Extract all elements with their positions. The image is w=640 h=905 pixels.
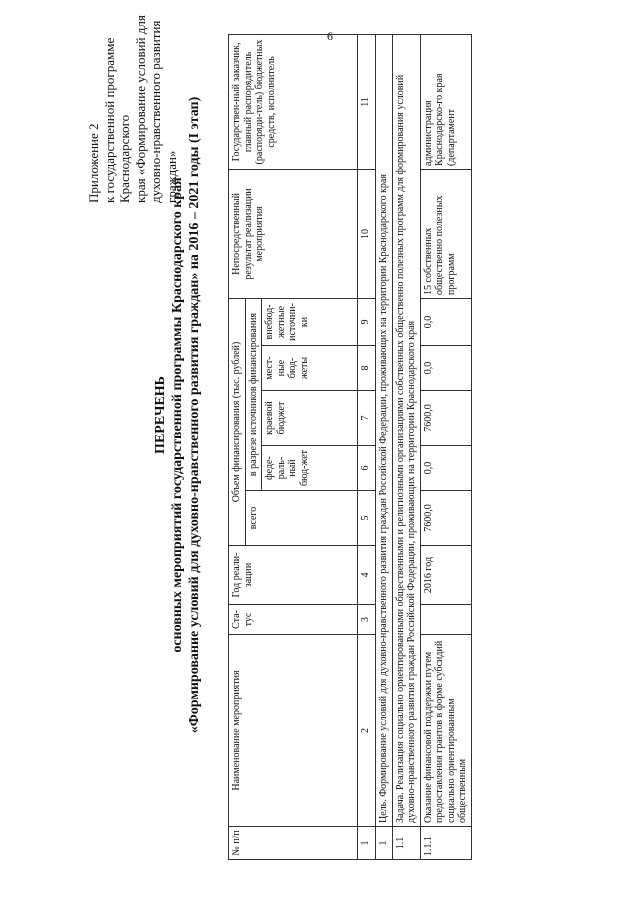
column-index: 5 bbox=[358, 491, 376, 546]
column-index: 1 bbox=[358, 827, 376, 860]
column-index: 4 bbox=[358, 546, 376, 605]
column-index: 3 bbox=[358, 605, 376, 635]
header-sources: в разрезе источников финансирования bbox=[245, 298, 262, 490]
goal-num: 1 bbox=[376, 827, 393, 860]
header-total: всего bbox=[245, 491, 358, 546]
task-row bbox=[392, 34, 420, 859]
title-subtitle: основных мероприятий государственной программы Краснодарского края bbox=[170, 177, 185, 653]
item-offbudget: 0,0 bbox=[420, 298, 471, 345]
appendix-line: духовно-нравственного развития граждан» bbox=[148, 20, 179, 203]
item-year: 2016 год bbox=[420, 546, 471, 605]
header-customer: Государствен-ный заказчик, главный распорядитель (распоряди-тель) бюджетных средств, исполнитель bbox=[229, 34, 358, 169]
page-number: 6 bbox=[327, 29, 333, 43]
item-name: Оказание финансовой поддержки путем предоставления грантов в форме субсидий социально ориентированным общественным bbox=[420, 635, 471, 827]
item-total: 7600,0 bbox=[420, 491, 471, 546]
item-row bbox=[420, 34, 471, 859]
title-program-name: «Формирование условий для духовно-нравственного развития граждан» на 2016 – 2021 годы (I этап) bbox=[187, 96, 202, 734]
appendix-line: края «Формирование условий для bbox=[132, 15, 148, 203]
header-name: Наименование мероприятия bbox=[229, 635, 358, 827]
item-regional: 7600,0 bbox=[420, 391, 471, 446]
task-text: Задача. Реализация социально ориентированными общественными и религиозными организациями собственных общественно полезных программ для формирования условий духовно-нравственного развития граждан Российской Федерации, проживающих на территории Краснодарского края bbox=[392, 34, 420, 826]
header-regional: краевой бюджет bbox=[262, 391, 358, 446]
header-status: Ста-тус bbox=[229, 605, 358, 635]
header-result: Непосредственный результат реализации мероприятия bbox=[229, 169, 358, 298]
column-index: 6 bbox=[358, 446, 376, 491]
goal-row bbox=[376, 34, 393, 859]
item-local: 0,0 bbox=[420, 346, 471, 391]
column-index-row bbox=[358, 34, 376, 859]
column-index: 11 bbox=[358, 34, 376, 169]
header-num: № п/п bbox=[229, 827, 358, 860]
task-num: 1.1 bbox=[392, 827, 420, 860]
appendix-line: Приложение 2 bbox=[86, 123, 101, 203]
header-row bbox=[229, 34, 246, 859]
column-index: 2 bbox=[358, 635, 376, 827]
header-local: мест-ные бюд-жеты bbox=[262, 346, 358, 391]
goal-text: Цель. Формирование условий для духовно-нравственного развития граждан Российской Федерации, проживающих на территории Краснодарского края bbox=[376, 34, 393, 826]
appendix-line: к государственной программе Краснодарского bbox=[101, 37, 132, 203]
item-customer: администрация Краснодарско-го края (департамент bbox=[420, 34, 471, 169]
column-index: 8 bbox=[358, 346, 376, 391]
header-federal: феде-раль-ный бюд-жет bbox=[262, 446, 358, 491]
item-num: 1.1.1 bbox=[420, 827, 471, 860]
header-funding: Объем финансирования (тыс. рублей) bbox=[229, 298, 246, 545]
column-index: 10 bbox=[358, 169, 376, 298]
title-heading: ПЕРЕЧЕНЬ bbox=[153, 376, 168, 454]
item-status bbox=[420, 605, 471, 635]
item-result: 15 собственных общественно полезных программ bbox=[420, 169, 471, 298]
header-year: Год реали-зации bbox=[229, 546, 358, 605]
item-federal: 0,0 bbox=[420, 446, 471, 491]
document-title bbox=[152, 95, 203, 735]
header-offbudget: внебюд-жетные источни-ки bbox=[262, 298, 358, 345]
measures-table bbox=[228, 34, 472, 860]
column-index: 9 bbox=[358, 298, 376, 345]
column-index: 7 bbox=[358, 391, 376, 446]
